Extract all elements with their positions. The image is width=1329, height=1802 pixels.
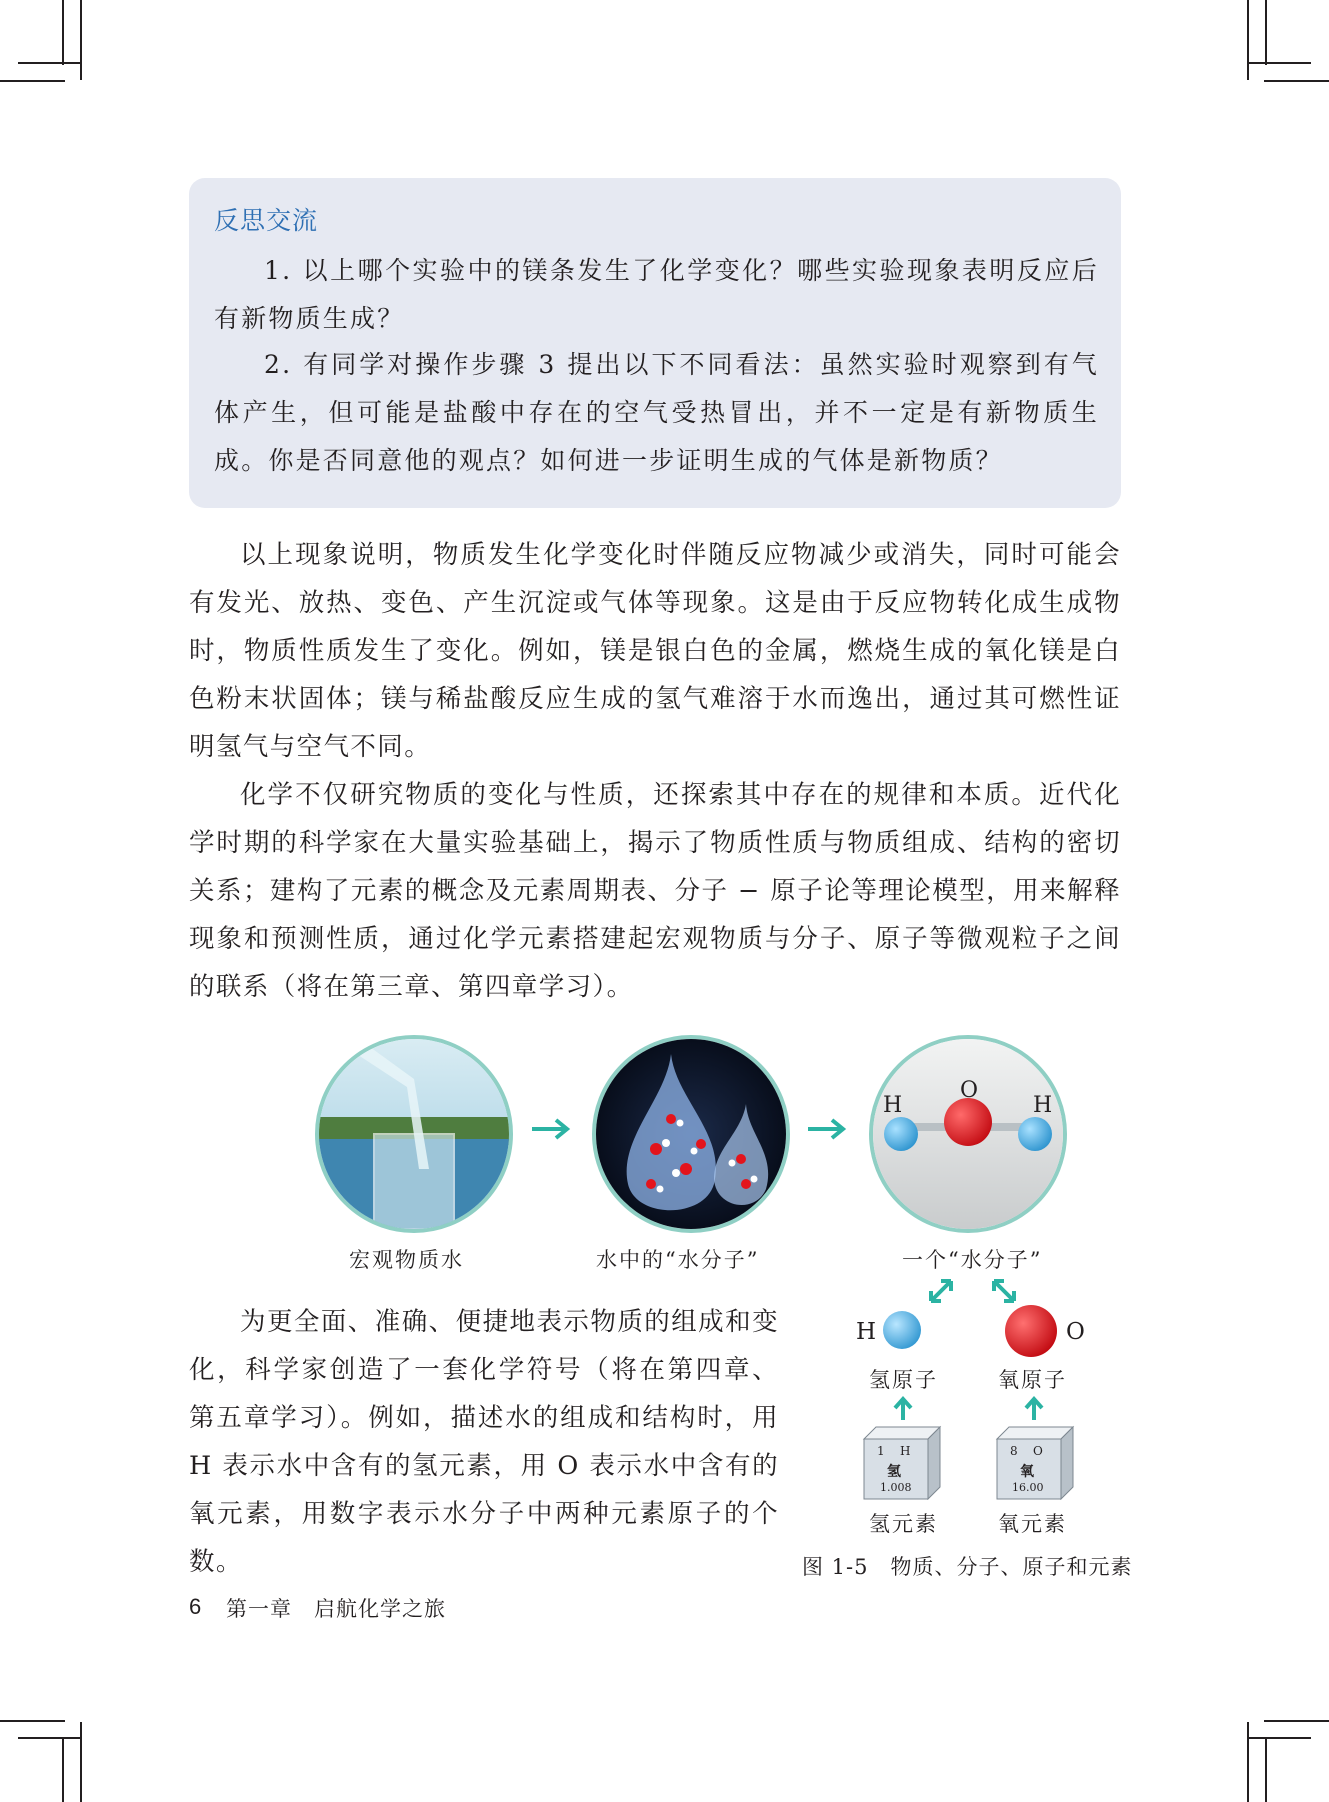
caption-macro-water: 宏观物质水 — [349, 1248, 464, 1272]
crop-mark — [62, 1737, 64, 1802]
crop-mark — [1247, 1737, 1311, 1739]
hydrogen-element-mass: 1.008 — [880, 1481, 912, 1494]
oxygen-element-mass: 16.00 — [1012, 1481, 1044, 1494]
reflection-question-2: 2. 有同学对操作步骤 3 提出以下不同看法：虽然实验时观察到有气体产生，但可能是盐酸中存在的空气受热冒出，并不一定是有新物质生成。你是否同意他的观点？如何进一步证明生成的气体是新物质？ — [214, 350, 1099, 475]
macro-water-image — [315, 1035, 513, 1233]
figure-caption: 图 1-5 物质、分子、原子和元素 — [802, 1555, 1133, 1579]
molecule-h-right-label: H — [1033, 1093, 1055, 1118]
hydrogen-element-name: 氢 — [887, 1464, 901, 1480]
crop-mark — [1264, 80, 1329, 82]
hydrogen-element-label: 氢元素 — [869, 1512, 938, 1536]
oxygen-element-name: 氧 — [1020, 1464, 1034, 1480]
crop-mark — [18, 1737, 82, 1739]
crop-mark — [1247, 62, 1311, 64]
body-paragraph-3: 为更全面、准确、便捷地表示物质的组成和变化，科学家创造了一套化学符号（将在第四章、第五章学习）。例如，描述水的组成和结构时，用 H 表示水中含有的氢元素，用 O 表示水中含有的氧元素，用数字表示水分子中两种元素原子的个数。 — [189, 1307, 779, 1577]
molecule-h-left-label: H — [883, 1093, 905, 1118]
oxygen-atom-icon — [1004, 1304, 1058, 1358]
hydrogen-atom-label: 氢原子 — [869, 1368, 938, 1392]
hydrogen-atom-symbol: H — [856, 1319, 879, 1345]
arrow-right-icon — [806, 1116, 848, 1142]
molecule-o-label: O — [960, 1078, 981, 1103]
oxygen-atom-label: 氧原子 — [998, 1368, 1067, 1392]
arrow-up-icon — [892, 1396, 914, 1422]
oxygen-element-label: 氧元素 — [998, 1512, 1067, 1536]
crop-mark — [62, 0, 64, 65]
oxygen-element-number: 8 — [1010, 1444, 1018, 1458]
hydrogen-element-number: 1 — [877, 1444, 885, 1458]
hydrogen-atom-icon — [882, 1310, 922, 1350]
water-molecules-image — [592, 1035, 790, 1233]
crop-mark — [1247, 1722, 1249, 1802]
caption-one-molecule: 一个“水分子” — [902, 1248, 1043, 1272]
oxygen-atom-symbol: O — [1066, 1319, 1087, 1345]
body-paragraph-2: 化学不仅研究物质的变化与性质，还探索其中存在的规律和本质。近代化学时期的科学家在大量实验基础上，揭示了物质性质与物质组成、结构的密切关系；建构了元素的概念及元素周期表、分子 − 原子论等理论模型，用来解释现象和预测性质，通过化学元素搭建起宏观物质与分子、原子等微观粒子之间的联系（将在第三章、第四章学习）。 — [189, 780, 1121, 1002]
hydrogen-element-symbol: H — [900, 1444, 911, 1458]
caption-water-molecules: 水中的“水分子” — [596, 1248, 760, 1272]
reflection-question-1: 1. 以上哪个实验中的镁条发生了化学变化？哪些实验现象表明反应后有新物质生成？ — [214, 256, 1099, 333]
chapter-title: 第一章 启航化学之旅 — [226, 1597, 446, 1621]
crop-mark — [18, 62, 82, 64]
double-arrow-icon — [988, 1275, 1020, 1307]
crop-mark — [0, 80, 65, 82]
body-paragraph-1: 以上现象说明，物质发生化学变化时伴随反应物减少或消失，同时可能会有发光、放热、变色、产生沉淀或气体等现象。这是由于反应物转化成生成物时，物质性质发生了变化。例如，镁是银白色的金属，燃烧生成的氧化镁是白色粉末状固体；镁与稀盐酸反应生成的氢气难溶于水而逸出，通过其可燃性证明氢气与空气不同。 — [189, 540, 1121, 762]
crop-mark — [0, 1720, 65, 1722]
arrow-up-icon — [1023, 1396, 1045, 1422]
crop-mark — [80, 1722, 82, 1802]
crop-mark — [1264, 1720, 1329, 1722]
single-molecule-image — [869, 1035, 1067, 1233]
crop-mark — [1265, 1737, 1267, 1802]
crop-mark — [80, 0, 82, 80]
oxygen-element-symbol: O — [1033, 1444, 1043, 1458]
arrow-right-icon — [530, 1116, 572, 1142]
reflection-title: 反思交流 — [214, 206, 319, 235]
page-number: 6 — [189, 1594, 202, 1619]
crop-mark — [1265, 0, 1267, 65]
double-arrow-icon — [925, 1275, 957, 1307]
crop-mark — [1247, 0, 1249, 80]
